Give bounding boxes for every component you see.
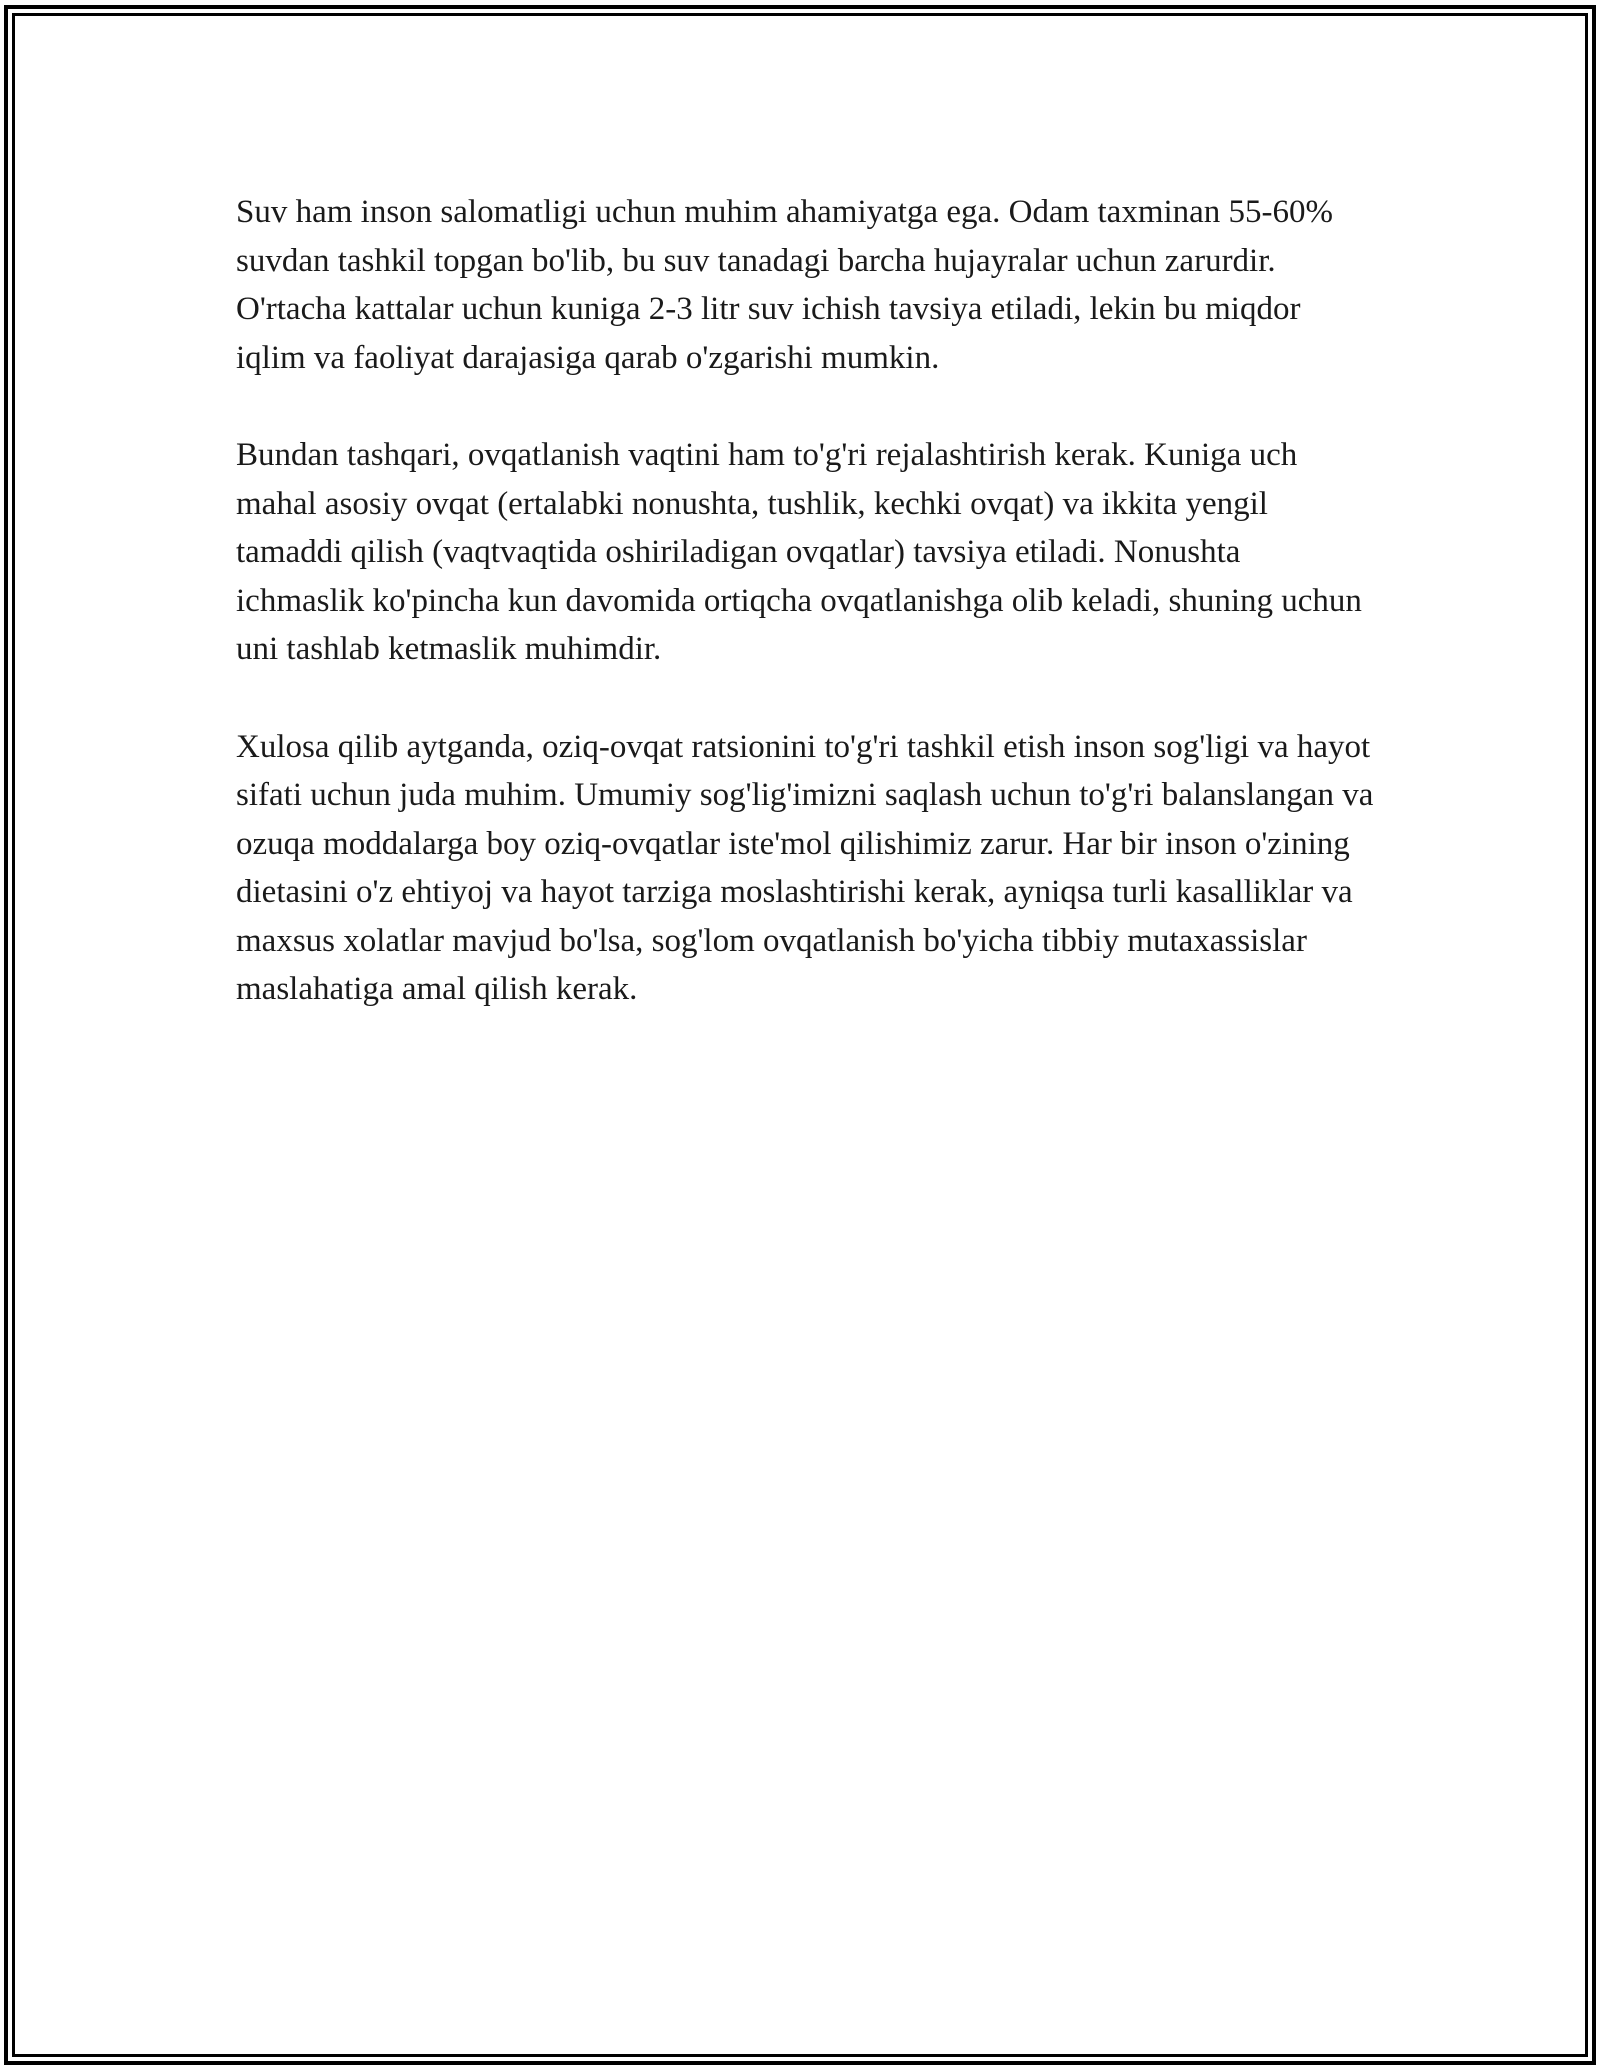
document-body bbox=[236, 188, 1376, 1014]
paragraph-water-health: Suv ham inson salomatligi uchun muhim ahamiyatga ega. Odam taxminan 55-60% suvdan tashkil topgan bo'lib, bu suv tanadagi barcha hujayralar uchun zarurdir. O'rtacha kattalar uchun kuniga 2-3 litr suv ichish tavsiya etiladi, lekin bu miqdor iqlim va faoliyat darajasiga qarab o'zgarishi mumkin. bbox=[236, 194, 1334, 376]
paragraph-conclusion: Xulosa qilib aytganda, oziq-ovqat ratsionini to'g'ri tashkil etish inson sog'ligi va hayot sifati uchun juda muhim. Umumiy sog'lig'imizni saqlash uchun to'g'ri balanslangan va ozuqa moddalarga boy oziq-ovqatlar iste'mol qilishimiz zarur. Har bir inson o'zining dietasini o'z ehtiyoj va hayot tarziga moslashtirishi kerak, ayniqsa turli kasalliklar va maxsus xolatlar mavjud bo'lsa, sog'lom ovqatlanish bo'yicha tibbiy mutaxassislar maslahatiga amal qilish kerak. bbox=[236, 728, 1374, 1007]
paragraph-meal-timing: Bundan tashqari, ovqatlanish vaqtini ham to'g'ri rejalashtirish kerak. Kuniga uch mahal asosiy ovqat (ertalabki nonushta, tushlik, kechki ovqat) va ikkita yengil tamaddi qilish (vaqtvaqtida oshiriladigan ovqatlar) tavsiya etiladi. Nonushta ichmaslik ko'pincha kun davomida ortiqcha ovqatlanishga olib keladi, shuning uchun uni tashlab ketmaslik muhimdir. bbox=[236, 437, 1362, 667]
